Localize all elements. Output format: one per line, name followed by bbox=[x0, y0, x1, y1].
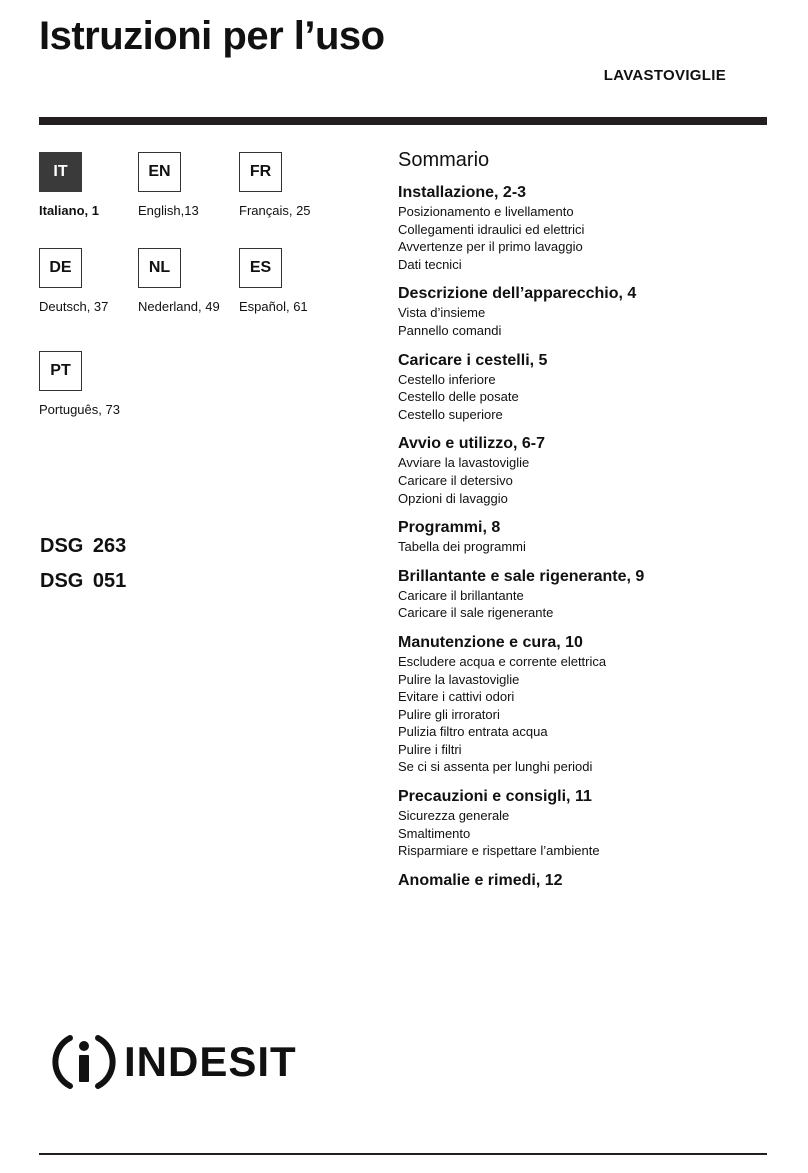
language-en[interactable] bbox=[138, 152, 248, 218]
toc-section-heading[interactable]: Installazione, 2-3 bbox=[398, 184, 527, 201]
toc-item: Avviare la lavastoviglie bbox=[398, 455, 530, 471]
language-label: English,13 bbox=[138, 203, 199, 218]
model-number: DSG 263 bbox=[40, 535, 127, 557]
toc-item: Dati tecnici bbox=[398, 256, 462, 272]
toc-section bbox=[398, 786, 768, 860]
toc-item: Cestello inferiore bbox=[398, 371, 496, 387]
language-fr[interactable] bbox=[239, 152, 349, 218]
toc-section bbox=[398, 632, 768, 776]
brand-wordmark: INDESIT bbox=[124, 1038, 297, 1085]
toc-section-heading[interactable]: Descrizione dell’apparecchio, 4 bbox=[398, 285, 637, 303]
toc-item: Pannello comandi bbox=[398, 322, 502, 338]
toc-item: Sicurezza generale bbox=[398, 808, 510, 824]
toc-item: Pulire gli irroratori bbox=[398, 706, 500, 722]
language-code-box[interactable]: ES bbox=[239, 248, 282, 288]
language-es[interactable] bbox=[239, 248, 349, 314]
brand-logo bbox=[52, 1030, 312, 1094]
language-label: Nederland, 49 bbox=[138, 299, 220, 314]
toc-section-heading[interactable]: Programmi, 8 bbox=[398, 519, 501, 537]
toc-section bbox=[398, 870, 768, 891]
toc-item: Pulire la lavastoviglie bbox=[398, 671, 520, 687]
toc-section-heading[interactable]: Manutenzione e cura, 10 bbox=[398, 633, 583, 651]
language-label: Deutsch, 37 bbox=[39, 299, 109, 314]
toc-item: Cestello superiore bbox=[398, 406, 503, 422]
language-code-box[interactable]: EN bbox=[138, 152, 181, 192]
language-it[interactable] bbox=[39, 152, 149, 218]
toc-item: Pulire i filtri bbox=[398, 741, 462, 757]
table-of-contents bbox=[398, 147, 768, 901]
language-label: Español, 61 bbox=[239, 299, 308, 314]
toc-item: Pulizia filtro entrata acqua bbox=[398, 724, 548, 740]
toc-item: Posizionamento e livellamento bbox=[398, 204, 574, 219]
toc-section-heading[interactable]: Caricare i cestelli, 5 bbox=[398, 351, 548, 369]
language-de[interactable] bbox=[39, 248, 149, 314]
toc-section-heading[interactable]: Precauzioni e consigli, 11 bbox=[398, 788, 592, 806]
toc-section bbox=[398, 566, 768, 622]
language-code-box[interactable]: IT bbox=[39, 152, 82, 192]
language-pt[interactable] bbox=[39, 351, 149, 417]
toc-item: Vista d’insieme bbox=[398, 305, 486, 321]
language-code-box[interactable]: FR bbox=[239, 152, 282, 192]
model-number: DSG 051 bbox=[40, 570, 127, 592]
language-label: Português, 73 bbox=[39, 402, 120, 417]
bottom-divider bbox=[39, 1153, 767, 1155]
toc-item: Caricare il brillantante bbox=[398, 587, 524, 603]
toc-item: Caricare il detersivo bbox=[398, 472, 513, 488]
toc-item: Risparmiare e rispettare l’ambiente bbox=[398, 843, 600, 859]
toc-item: Se ci si assenta per lunghi periodi bbox=[398, 759, 593, 775]
toc-section-heading[interactable]: Avvio e utilizzo, 6-7 bbox=[398, 435, 545, 453]
toc-item: Escludere acqua e corrente elettrica bbox=[398, 653, 607, 669]
toc-section bbox=[398, 350, 768, 424]
top-divider bbox=[39, 117, 767, 125]
toc-section-heading[interactable]: Brillantante e sale rigenerante, 9 bbox=[398, 567, 645, 585]
toc-title: Sommario bbox=[398, 149, 490, 171]
toc-item: Collegamenti idraulici ed elettrici bbox=[398, 221, 585, 237]
product-category: LAVASTOVIGLIE bbox=[603, 67, 726, 84]
toc-section bbox=[398, 433, 768, 507]
language-code-box[interactable]: NL bbox=[138, 248, 181, 288]
toc-item: Tabella dei programmi bbox=[398, 539, 526, 555]
toc-section bbox=[398, 517, 768, 556]
toc-item: Caricare il sale rigenerante bbox=[398, 605, 554, 621]
toc-item: Avvertenze per il primo lavaggio bbox=[398, 239, 583, 255]
toc-section bbox=[398, 182, 768, 273]
toc-item: Smaltimento bbox=[398, 825, 471, 841]
language-code-box[interactable]: DE bbox=[39, 248, 82, 288]
language-nl[interactable] bbox=[138, 248, 248, 314]
toc-item: Opzioni di lavaggio bbox=[398, 490, 508, 506]
language-label: Italiano, 1 bbox=[39, 203, 99, 218]
toc-section-heading[interactable]: Anomalie e rimedi, 12 bbox=[398, 871, 563, 889]
toc-item: Cestello delle posate bbox=[398, 389, 519, 405]
page-title: Istruzioni per l’uso bbox=[39, 14, 385, 58]
indesit-logo-icon bbox=[52, 1030, 116, 1094]
toc-section bbox=[398, 283, 768, 339]
language-code-box[interactable]: PT bbox=[39, 351, 82, 391]
toc-item: Evitare i cattivi odori bbox=[398, 689, 515, 705]
language-label: Français, 25 bbox=[239, 203, 311, 218]
